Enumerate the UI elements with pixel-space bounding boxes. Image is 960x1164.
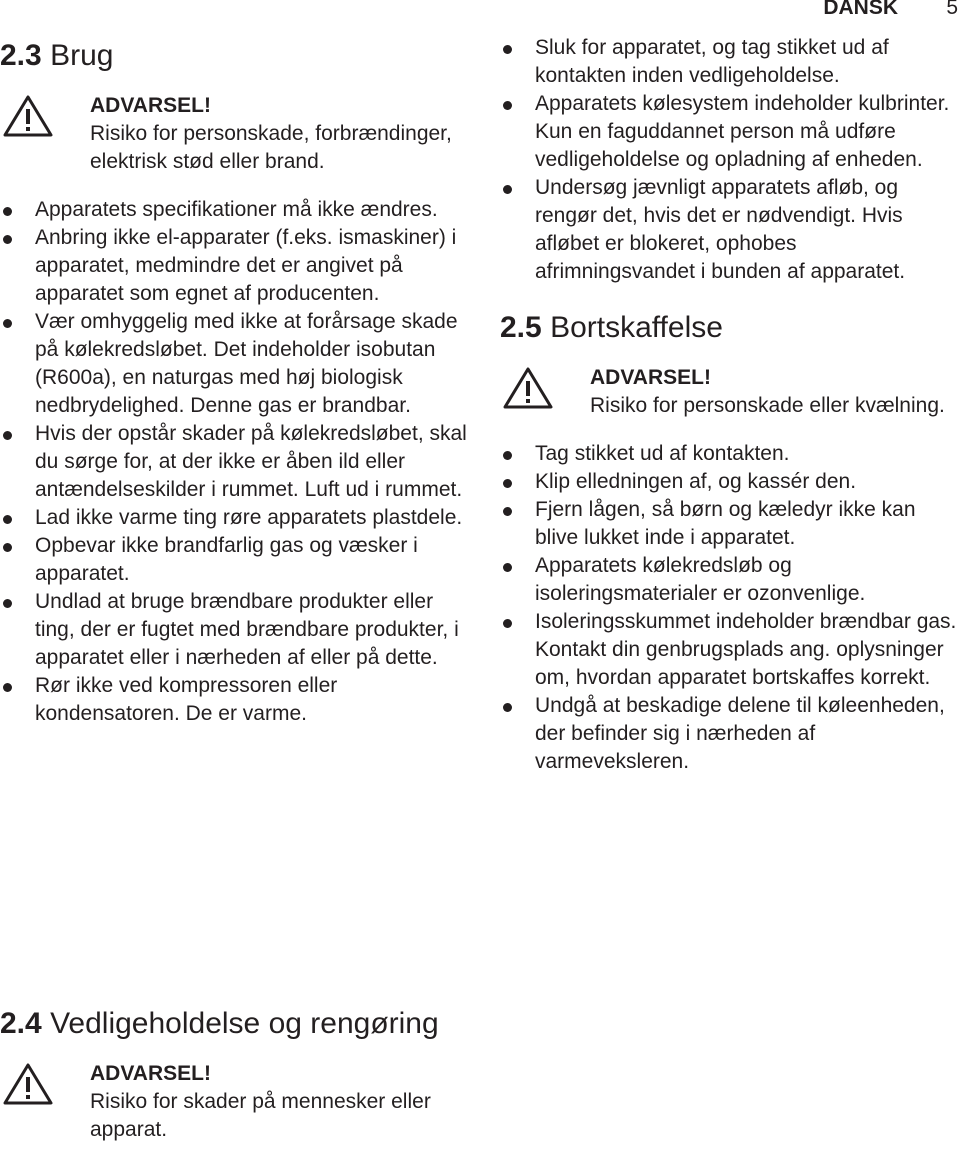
list-item: Hvis der opstår skader på kølekredsløbet, skal du sørge for, at der ikke er åben ild eller antændelseskilder i rummet. Luft ud i rummet.: [0, 420, 470, 504]
list-item: Apparatets specifikationer må ikke ændres.: [0, 196, 470, 224]
warning-triangle-icon: [2, 94, 54, 138]
bullet-icon: [503, 185, 512, 194]
bullet-icon: [3, 207, 12, 216]
list-item: Undgå at beskadige delene til køleenheden, der befinder sig i nærheden af varmeveksleren.: [500, 692, 960, 776]
list-item: Tag stikket ud af kontakten.: [500, 440, 960, 468]
warning-text: Risiko for personskade eller kvælning.: [590, 394, 945, 417]
warning-box: [0, 1060, 500, 1144]
bullet-icon: [503, 45, 512, 54]
language-label: DANSK: [823, 0, 898, 19]
page-number: 5: [946, 0, 958, 19]
bullet-icon: [503, 703, 512, 712]
list-item: Apparatets kølekredsløb og isoleringsmaterialer er ozonvenlige.: [500, 552, 960, 608]
bullet-icon: [503, 563, 512, 572]
bullet-list: [0, 196, 470, 728]
bullet-icon: [503, 507, 512, 516]
list-item: Klip elledningen af, og kassér den.: [500, 468, 960, 496]
warning-box: [500, 364, 960, 420]
section-bortskaffelse: [500, 306, 960, 776]
list-item: Anbring ikke el-apparater (f.eks. ismaskiner) i apparatet, medmindre det er angivet på apparatet som egnet af producenten.: [0, 224, 470, 308]
bullet-icon: [503, 101, 512, 110]
bullet-icon: [3, 431, 12, 440]
bullet-icon: [3, 319, 12, 328]
section-brug: [0, 34, 470, 728]
section-heading: 2.3 Brug: [0, 39, 114, 72]
bullet-icon: [503, 451, 512, 460]
bullet-list: [500, 34, 960, 286]
list-item: Lad ikke varme ting røre apparatets plastdele.: [0, 504, 470, 532]
warning-title: ADVARSEL!: [590, 366, 711, 389]
list-item: Fjern lågen, så børn og kæledyr ikke kan blive lukket inde i apparatet.: [500, 496, 960, 552]
list-item: Undersøg jævnligt apparatets afløb, og rengør det, hvis det er nødvendigt. Hvis afløbet er blokeret, ophobes afrimningsvandet i bunden af apparatet.: [500, 174, 960, 286]
warning-triangle-icon: [2, 1062, 54, 1106]
warning-box: [0, 92, 470, 176]
warning-title: ADVARSEL!: [90, 94, 211, 117]
bullet-icon: [3, 515, 12, 524]
warning-triangle-icon: [502, 366, 554, 410]
bullet-icon: [503, 619, 512, 628]
bullet-list: [500, 440, 960, 776]
list-item: Rør ikke ved kompressoren eller kondensatoren. De er varme.: [0, 672, 470, 728]
list-item: Undlad at bruge brændbare produkter eller ting, der er fugtet med brændbare produkter, i apparatet eller i nærheden af eller på dette.: [0, 588, 470, 672]
list-item: Isoleringsskummet indeholder brændbar gas. Kontakt din genbrugsplads ang. oplysninger om, hvordan apparatet bortskaffes korrekt.: [500, 608, 960, 692]
warning-title: ADVARSEL!: [90, 1062, 211, 1085]
section-vedligeholdelse: [0, 1002, 500, 1164]
warning-text: Risiko for skader på mennesker eller apparat.: [90, 1090, 431, 1141]
bullet-icon: [3, 235, 12, 244]
list-item: Sluk for apparatet, og tag stikket ud af kontakten inden vedligeholdelse.: [500, 34, 960, 90]
section-heading: 2.4 Vedligeholdelse og rengøring: [0, 1007, 439, 1040]
section-heading: 2.5 Bortskaffelse: [500, 311, 723, 344]
right-column: [500, 34, 960, 776]
list-item: Opbevar ikke brandfarlig gas og væsker i apparatet.: [0, 532, 470, 588]
bullet-icon: [3, 599, 12, 608]
bullet-icon: [3, 683, 12, 692]
list-item: Apparatets kølesystem indeholder kulbrinter. Kun en faguddannet person må udføre vedligeholdelse og opladning af enheden.: [500, 90, 960, 174]
bullet-icon: [3, 543, 12, 552]
list-item: Vær omhyggelig med ikke at forårsage skade på kølekredsløbet. Det indeholder isobutan (R600a), en naturgas med høj biologisk nedbrydelighed. Denne gas er brandbar.: [0, 308, 470, 420]
bullet-icon: [503, 479, 512, 488]
warning-text: Risiko for personskade, forbrændinger, elektrisk stød eller brand.: [90, 122, 452, 173]
